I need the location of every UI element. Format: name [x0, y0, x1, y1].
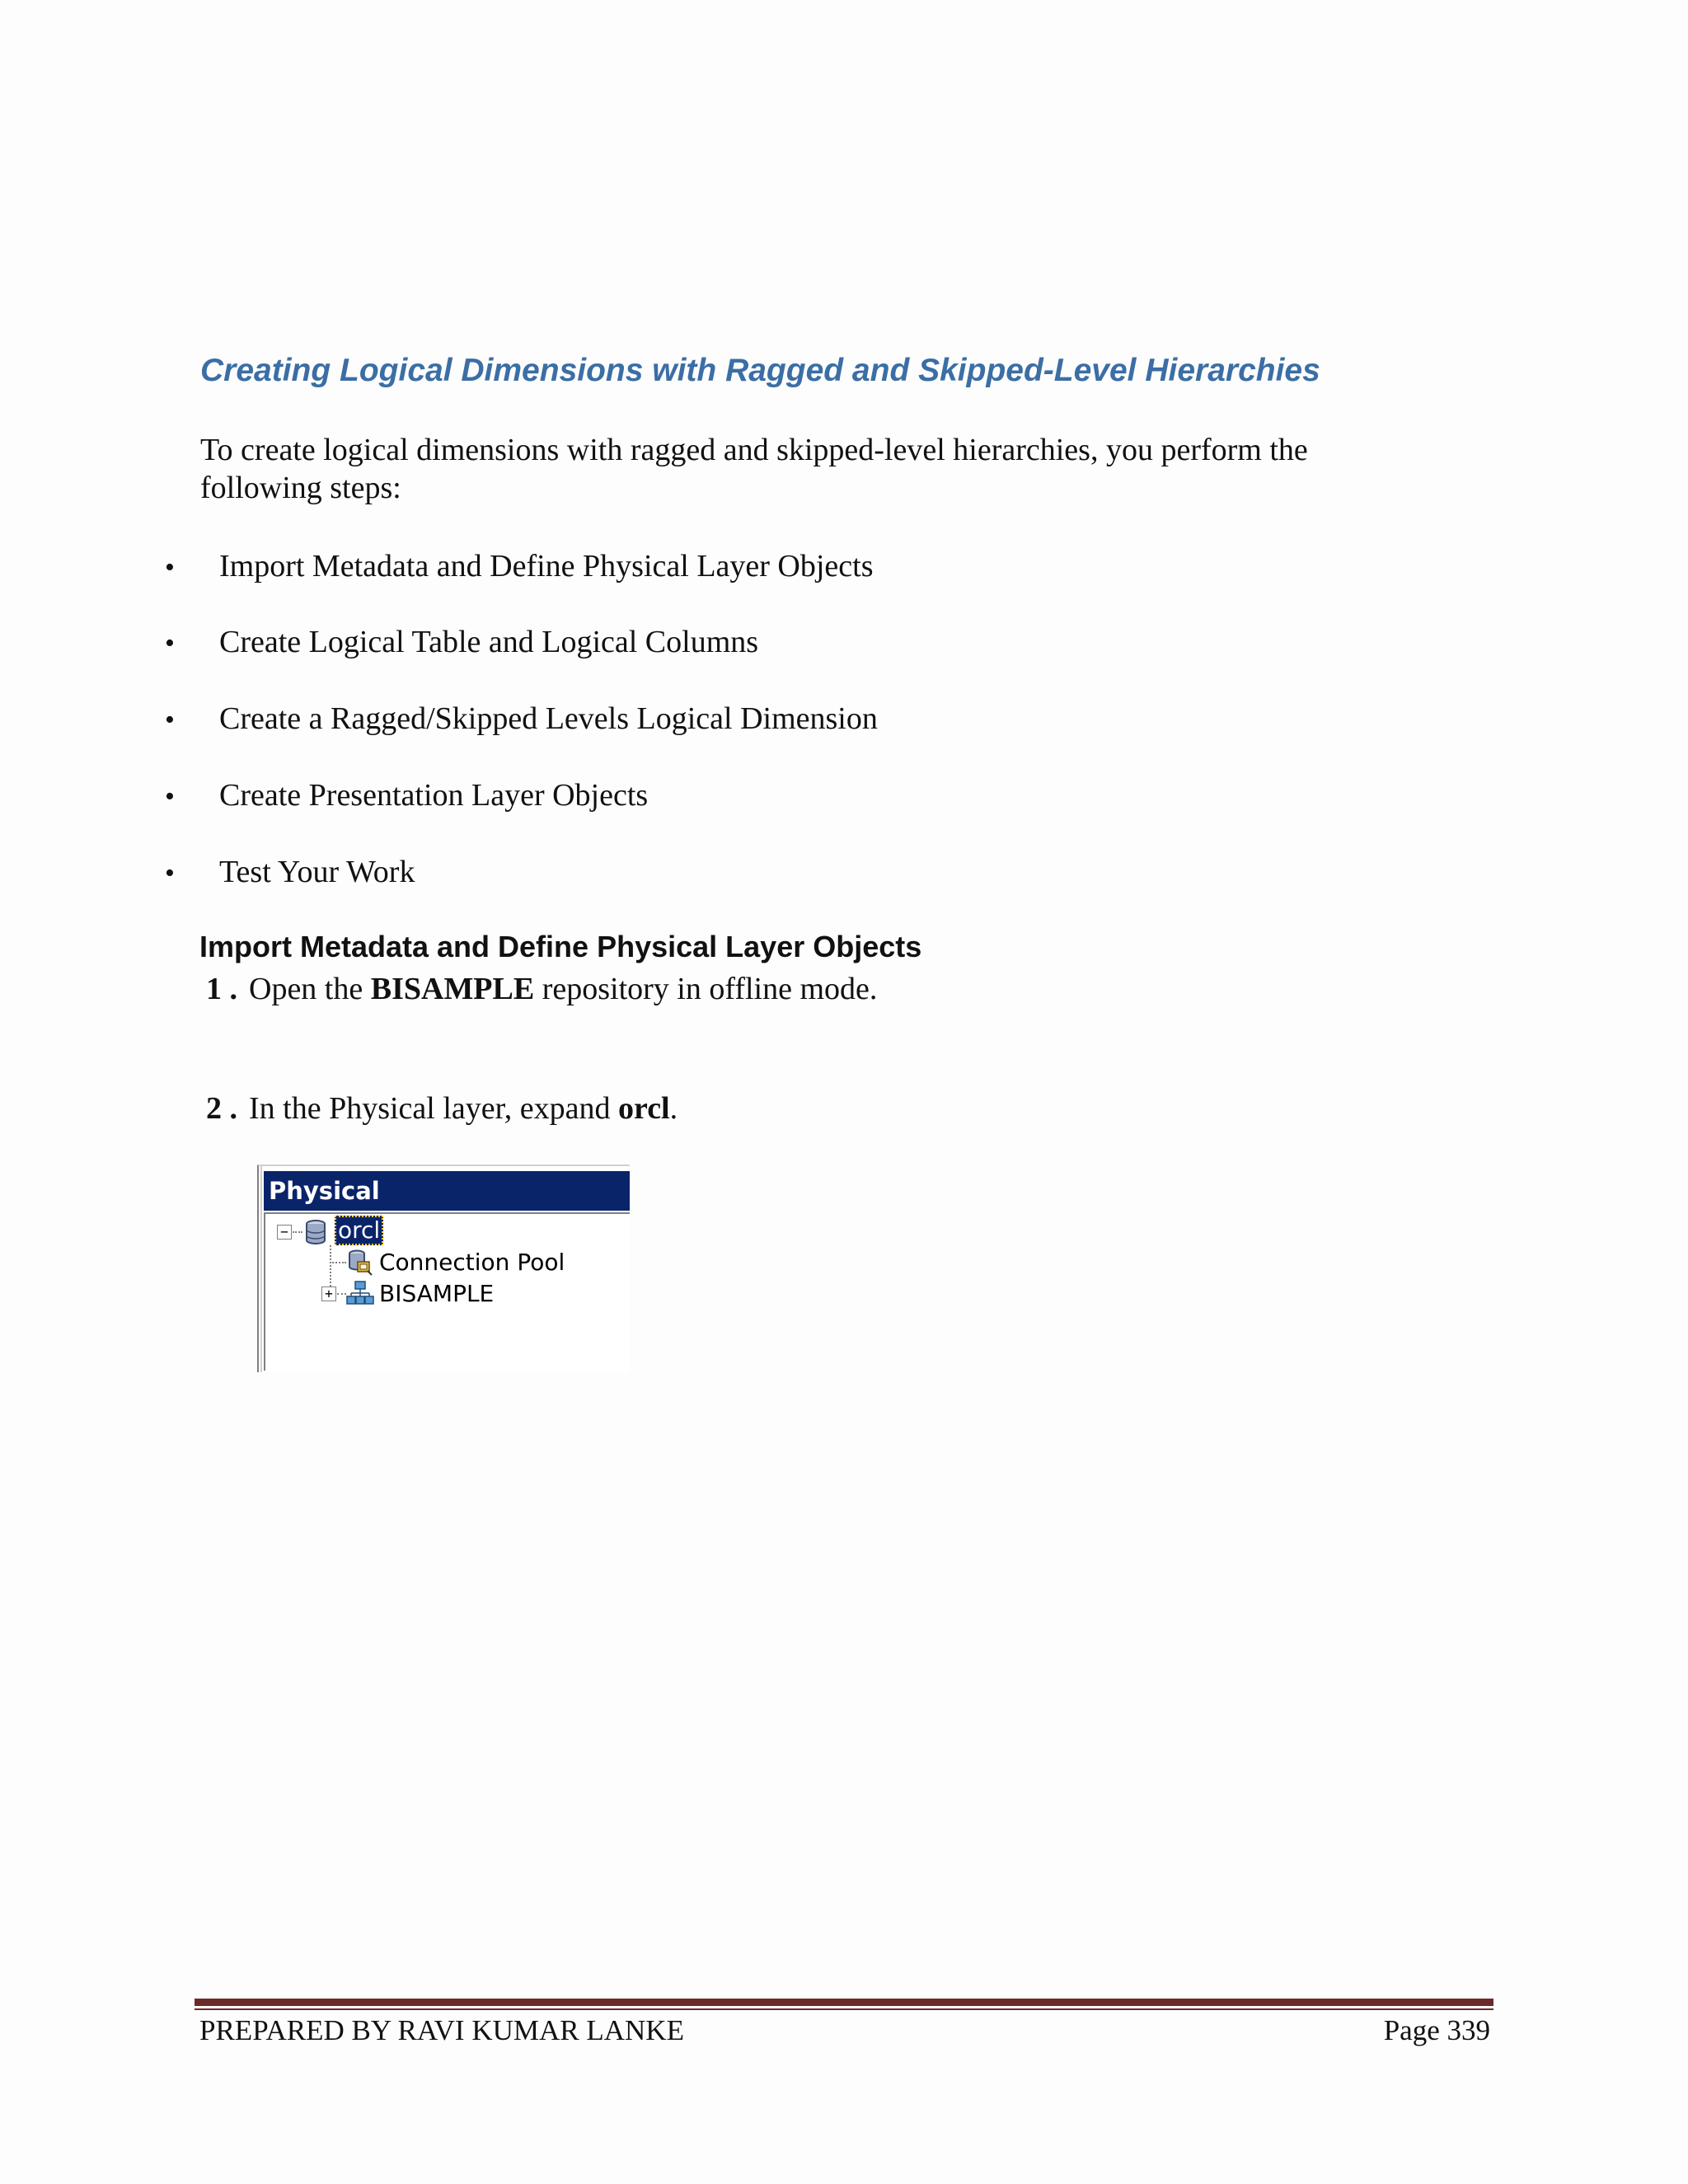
bullet-glyph: •: [165, 705, 175, 735]
step-number: 2 .: [206, 1091, 237, 1126]
tree-node-connection-pool[interactable]: Connection Pool: [379, 1249, 565, 1276]
tree-node-orcl[interactable]: orcl: [335, 1216, 383, 1245]
page-heading: Creating Logical Dimensions with Ragged and Skipped-Level Hierarchies: [200, 353, 1320, 388]
bullet-item: [165, 853, 415, 893]
bullet-glyph: •: [165, 552, 175, 583]
collapse-toggle-icon[interactable]: −: [277, 1225, 292, 1240]
section-heading: Import Metadata and Define Physical Layer Objects: [199, 930, 922, 963]
bullet-text: Create Presentation Layer Objects: [219, 778, 649, 813]
step-text-pre: In the Physical layer, expand: [249, 1091, 619, 1126]
bullet-text: Create a Ragged/Skipped Levels Logical Dimension: [219, 701, 878, 736]
intro-paragraph: To create logical dimensions with ragged and skipped-level hierarchies, you perform the following steps:: [200, 433, 1308, 505]
footer-rule-thin: [195, 2008, 1493, 2010]
bullet-item: [165, 623, 758, 663]
footer-rule: [195, 1999, 1493, 2006]
physical-layer-pane-screenshot: [257, 1165, 630, 1372]
bullet-glyph: •: [165, 781, 175, 812]
step-text-bold: orcl: [618, 1091, 670, 1126]
step-text-bold: BISAMPLE: [370, 972, 535, 1006]
bullet-item: [165, 776, 648, 816]
expand-toggle-icon[interactable]: +: [321, 1286, 336, 1301]
database-icon: [302, 1218, 330, 1246]
bullet-glyph: •: [165, 628, 175, 658]
bullet-glyph: •: [165, 858, 175, 888]
footer-author: PREPARED BY RAVI KUMAR LANKE: [199, 2014, 684, 2046]
connection-pool-icon: [346, 1249, 374, 1277]
step-1: [206, 970, 877, 1008]
bullet-text: Create Logical Table and Logical Columns: [219, 625, 759, 659]
tree-connector: [337, 1293, 346, 1295]
step-text-pre: Open the: [249, 972, 371, 1006]
step-text-post: .: [669, 1091, 678, 1126]
tree-node-bisample[interactable]: BISAMPLE: [379, 1280, 495, 1307]
page-number: Page 339: [1383, 2014, 1490, 2046]
schema-icon: [346, 1280, 374, 1308]
physical-pane-title: Physical: [264, 1171, 630, 1211]
bullet-text: Test Your Work: [219, 855, 415, 889]
bullet-text: Import Metadata and Define Physical Layer Objects: [219, 549, 874, 583]
tree-connector: [330, 1262, 346, 1263]
step-2: [206, 1090, 678, 1127]
bullet-item: [165, 547, 874, 587]
bullet-item: [165, 700, 878, 739]
physical-tree: [264, 1212, 630, 1371]
step-number: 1 .: [206, 972, 237, 1006]
step-text-post: repository in offline mode.: [534, 972, 878, 1006]
